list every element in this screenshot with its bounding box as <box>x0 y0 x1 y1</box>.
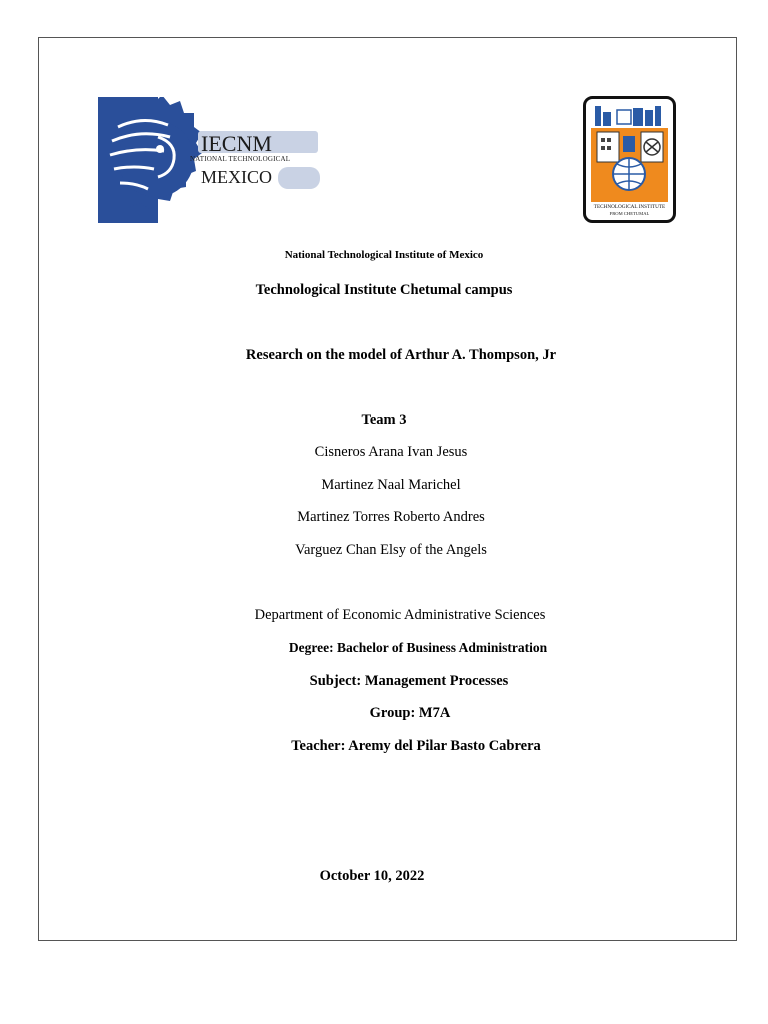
seal-caption-1: TECHNOLOGICAL INSTITUTE <box>593 204 666 210</box>
subject: Subject: Management Processes <box>309 673 509 689</box>
seal-caption-2: FROM CHETUMAL <box>609 211 650 216</box>
department: Department of Economic Administrative Sciences <box>254 607 546 623</box>
team-member-4: Varguez Chan Elsy of the Angels <box>295 542 487 558</box>
institute-seal-icon <box>583 96 676 223</box>
group: Group: M7A <box>369 705 451 721</box>
team-member-3: Martinez Torres Roberto Andres <box>297 509 485 525</box>
team-label: Team 3 <box>361 412 407 428</box>
chetumal-seal <box>583 96 676 223</box>
document-title: Research on the model of Arthur A. Thompson, Jr <box>245 347 557 363</box>
logo-line-2: NATIONAL TECHNOLOGICAL <box>190 155 291 163</box>
team-member-2: Martinez Naal Marichel <box>321 477 461 493</box>
team-member-1: Cisneros Arana Ivan Jesus <box>314 444 468 460</box>
logo-line-3: MEXICO <box>201 167 272 187</box>
teacher: Teacher: Aremy del Pilar Basto Cabrera <box>291 738 541 754</box>
campus-name: Technological Institute Chetumal campus <box>255 282 513 298</box>
institute-name: National Technological Institute of Mexico <box>284 249 484 261</box>
degree: Degree: Bachelor of Business Administration <box>288 640 548 655</box>
date: October 10, 2022 <box>319 868 425 884</box>
logo-line-1: IECNM <box>201 131 272 156</box>
iecnm-logo <box>98 97 333 223</box>
